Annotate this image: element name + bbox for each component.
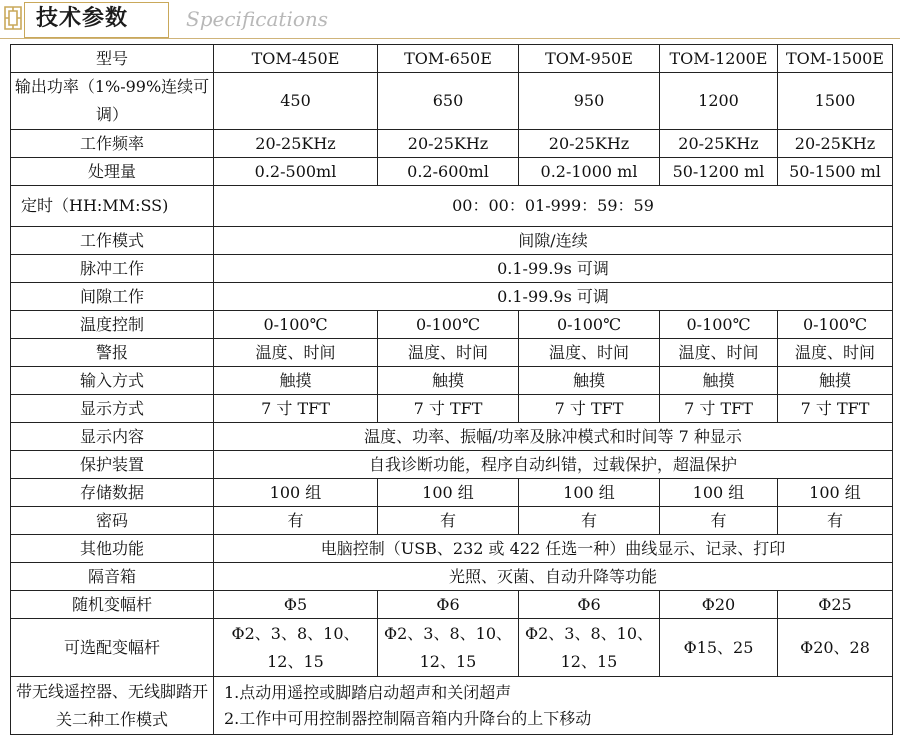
value-cell: 有: [214, 507, 378, 535]
section-subtitle: Specifications: [186, 7, 329, 31]
model-cell: TOM-950E: [519, 45, 660, 73]
value-cell: [214, 677, 893, 735]
value-cell: 0-100℃: [378, 311, 519, 339]
value-cell: 100 组: [778, 479, 893, 507]
row-label: 定时（HH:MM:SS): [11, 186, 214, 227]
value-cell: 温度、时间: [660, 339, 778, 367]
section-header: [0, 0, 900, 40]
value-cell: 0.2-1000 ml: [519, 158, 660, 186]
row-label: 隔音箱: [11, 563, 214, 591]
value-cell: 0.2-500ml: [214, 158, 378, 186]
value-cell: 7 寸 TFT: [660, 395, 778, 423]
value-cell: 间隙/连续: [214, 227, 893, 255]
value-cell: 100 组: [519, 479, 660, 507]
value-cell: Φ5: [214, 591, 378, 619]
table-row-box: [11, 563, 893, 591]
spec-table: [10, 44, 893, 735]
table-row-mode: [11, 227, 893, 255]
value-cell: 0.1-99.9s 可调: [214, 255, 893, 283]
row-label: 输出功率（1%-99%连续可调）: [11, 73, 214, 130]
table-row-freq: [11, 130, 893, 158]
table-row-model: [11, 45, 893, 73]
value-cell: 温度、功率、振幅/功率及脉冲模式和时间等 7 种显示: [214, 423, 893, 451]
value-cell: 0-100℃: [778, 311, 893, 339]
value-cell: 7 寸 TFT: [378, 395, 519, 423]
value-cell: 电脑控制（USB、232 或 422 任选一种）曲线显示、记录、打印: [214, 535, 893, 563]
row-label: 处理量: [11, 158, 214, 186]
row-label: 带无线遥控器、无线脚踏开关二种工作模式: [11, 677, 214, 735]
row-label: 工作频率: [11, 130, 214, 158]
row-label: 显示内容: [11, 423, 214, 451]
row-label: 随机变幅杆: [11, 591, 214, 619]
value-cell: 20-25KHz: [660, 130, 778, 158]
value-cell: Φ20: [660, 591, 778, 619]
value-cell: 0.2-600ml: [378, 158, 519, 186]
row-label: 保护装置: [11, 451, 214, 479]
row-label: 显示方式: [11, 395, 214, 423]
value-cell: 触摸: [660, 367, 778, 395]
value-cell: 温度、时间: [519, 339, 660, 367]
value-cell: 50-1200 ml: [660, 158, 778, 186]
value-cell: 20-25KHz: [778, 130, 893, 158]
value-cell: 温度、时间: [378, 339, 519, 367]
row-label: 温度控制: [11, 311, 214, 339]
table-row-capacity: [11, 158, 893, 186]
section-title: 技术参数: [26, 4, 138, 34]
value-cell: 0.1-99.9s 可调: [214, 283, 893, 311]
value-cell: 触摸: [378, 367, 519, 395]
model-cell: TOM-1200E: [660, 45, 778, 73]
table-row-display: [11, 395, 893, 423]
row-label: 输入方式: [11, 367, 214, 395]
value-cell: 450: [214, 73, 378, 130]
table-row-password: [11, 507, 893, 535]
value-cell: 20-25KHz: [214, 130, 378, 158]
value-cell: 光照、灭菌、自动升降等功能: [214, 563, 893, 591]
value-cell: 触摸: [214, 367, 378, 395]
value-cell: 20-25KHz: [378, 130, 519, 158]
value-cell: 触摸: [778, 367, 893, 395]
value-cell: 温度、时间: [778, 339, 893, 367]
value-cell: 有: [778, 507, 893, 535]
row-label: 存储数据: [11, 479, 214, 507]
value-cell: 0-100℃: [519, 311, 660, 339]
value-cell: Φ6: [378, 591, 519, 619]
row-label: 密码: [11, 507, 214, 535]
header-divider: [0, 38, 900, 39]
table-row-content: [11, 423, 893, 451]
table-row-input: [11, 367, 893, 395]
value-cell: 00：00：01-999：59：59: [214, 186, 893, 227]
table-row-other: [11, 535, 893, 563]
value-cell: 100 组: [214, 479, 378, 507]
table-row-temp: [11, 311, 893, 339]
value-cell: 自我诊断功能，程序自动纠错，过载保护，超温保护: [214, 451, 893, 479]
value-cell: 100 组: [660, 479, 778, 507]
value-cell: Φ2、3、8、10、12、15: [519, 619, 660, 677]
table-row-storage: [11, 479, 893, 507]
model-cell: TOM-450E: [214, 45, 378, 73]
table-row-pulse: [11, 255, 893, 283]
value-cell: Φ20、28: [778, 619, 893, 677]
value-cell: 50-1500 ml: [778, 158, 893, 186]
value-cell: Φ2、3、8、10、12、15: [214, 619, 378, 677]
table-row-alarm: [11, 339, 893, 367]
model-cell: TOM-650E: [378, 45, 519, 73]
remote-line-1: 1.点动用遥控或脚踏启动超声和关闭超声: [224, 682, 512, 702]
row-label: 型号: [11, 45, 214, 73]
table-row-protect: [11, 451, 893, 479]
value-cell: 20-25KHz: [519, 130, 660, 158]
value-cell: 100 组: [378, 479, 519, 507]
row-label: 间隙工作: [11, 283, 214, 311]
value-cell: 0-100℃: [214, 311, 378, 339]
row-label: 可选配变幅杆: [11, 619, 214, 677]
value-cell: Φ2、3、8、10、12、15: [378, 619, 519, 677]
table-row-opt-horn: [11, 619, 893, 677]
row-label: 工作模式: [11, 227, 214, 255]
value-cell: 950: [519, 73, 660, 130]
row-label: 脉冲工作: [11, 255, 214, 283]
table-row-remote: [11, 677, 893, 735]
row-label: 其他功能: [11, 535, 214, 563]
value-cell: 1500: [778, 73, 893, 130]
value-cell: 有: [378, 507, 519, 535]
row-label: 警报: [11, 339, 214, 367]
value-cell: 7 寸 TFT: [214, 395, 378, 423]
value-cell: 0-100℃: [660, 311, 778, 339]
remote-line-2: 2.工作中可用控制器控制隔音箱内升降台的上下移动: [224, 708, 592, 728]
value-cell: 有: [660, 507, 778, 535]
table-row-power: [11, 73, 893, 130]
value-cell: 有: [519, 507, 660, 535]
value-cell: Φ6: [519, 591, 660, 619]
value-cell: 7 寸 TFT: [778, 395, 893, 423]
model-cell: TOM-1500E: [778, 45, 893, 73]
value-cell: Φ15、25: [660, 619, 778, 677]
value-cell: 触摸: [519, 367, 660, 395]
value-cell: 650: [378, 73, 519, 130]
value-cell: 温度、时间: [214, 339, 378, 367]
table-row-timer: [11, 186, 893, 227]
value-cell: 1200: [660, 73, 778, 130]
chinese-knot-icon: [2, 4, 24, 32]
value-cell: Φ25: [778, 591, 893, 619]
value-cell: 7 寸 TFT: [519, 395, 660, 423]
table-row-horn: [11, 591, 893, 619]
table-row-gap: [11, 283, 893, 311]
